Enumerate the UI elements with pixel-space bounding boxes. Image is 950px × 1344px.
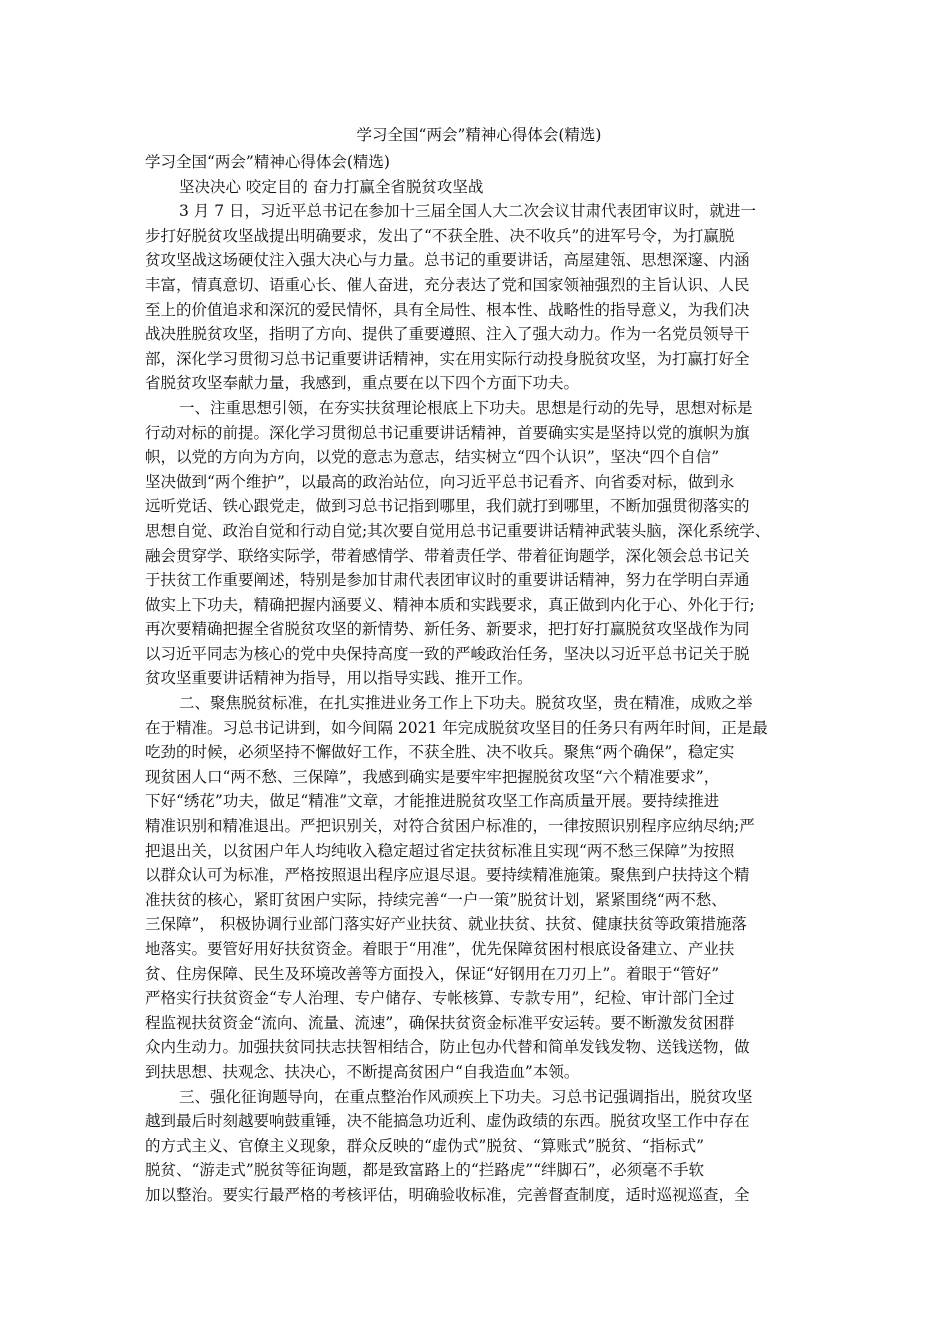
text-line: 远听党话、铁心跟党走，做到习总书记指到哪里，我们就打到哪里，不断加强贯彻落实的 xyxy=(145,497,750,516)
text-line: 三保障”， 积极协调行业部门落实好产业扶贫、就业扶贫、扶贫、健康扶贫等政策措施落 xyxy=(145,915,747,934)
text-line: 地落实。要管好用好扶贫资金。着眼于“用准”，优先保障贫困村根底设备建立、产业扶 xyxy=(145,940,735,958)
document-title: 学习全国“两会”精神心得体会(精选) xyxy=(356,126,602,144)
text-line: 步打好脱贫攻坚战提出明确要求，发出了“不获全胜、决不收兵”的进军号令，为打赢脱 xyxy=(145,226,735,245)
text-line: 战决胜脱贫攻坚，指明了方向、提供了重要遵照、注入了强大动力。作为一名党员领导干 xyxy=(145,325,750,344)
text-line: 做实上下功夫，精确把握内涵要义、精神本质和实践要求，真正做到内化于心、外化于行; xyxy=(145,595,755,614)
text-line: 现贫困人口“两不愁、三保障”，我感到确实是要牢牢把握脱贫攻坚“六个精准要求”， xyxy=(145,767,720,786)
text-line: 贫攻坚重要讲话精神为指导，用以指导实践、推开工作。 xyxy=(145,669,533,688)
text-line: 加以整治。要实行最严格的考核评估，明确验收标准，完善督查制度，适时巡视巡查，全 xyxy=(145,1185,750,1204)
text-line: 众内生动力。加强扶贫同扶志扶智相结合，防止包办代替和简单发钱发物、送钱送物，做 xyxy=(145,1038,750,1057)
text-line: 以习近平同志为核心的党中央保持高度一致的严峻政治任务，坚决以习近平总书记关于脱 xyxy=(145,644,750,663)
document-subtitle: 学习全国“两会”精神心得体会(精选) xyxy=(145,153,390,171)
text-line: 吃劲的时候，必须坚持不懈做好工作，不获全胜、决不收兵。聚焦“两个确保”，稳定实 xyxy=(145,743,735,762)
document-page xyxy=(145,124,813,1208)
text-line: 准扶贫的核心，紧盯贫困户实际，持续完善“一户一策”脱贫计划，紧紧围绕“两不愁、 xyxy=(145,890,727,909)
text-line: 严格实行扶贫资金“专人治理、专户储存、专帐核算、专款专用”，纪检、审计部门全过 xyxy=(145,989,735,1008)
text-line: 3 月 7 日，习近平总书记在参加十三届全国人大二次会议甘肃代表团审议时，就进一 xyxy=(179,202,757,221)
text-line: 再次要精确把握全省脱贫攻坚的新情势、新任务、新要求，把打好打赢脱贫攻坚战作为同 xyxy=(145,620,750,639)
text-line: 至上的价值追求和深沉的爱民情怀，具有全局性、根本性、战略性的指导意义，为我们决 xyxy=(145,300,750,319)
text-line: 越到最后时刻越要响鼓重锤，决不能搞急功近利、虚伪政绩的东西。脱贫攻坚工作中存在 xyxy=(145,1112,750,1131)
text-line: 程监视扶贫资金“流向、流量、流速”，确保扶贫资金标准平安运转。要不断激发贫困群 xyxy=(145,1013,735,1032)
document-body xyxy=(145,199,813,1207)
text-line: 下好“绣花”功夫，做足“精准”文章，才能推进脱贫攻坚工作高质量开展。要持续推进 xyxy=(145,792,720,811)
text-line: 以群众认可为标准，严格按照退出程序应退尽退。要持续精准施策。聚焦到户扶持这个精 xyxy=(145,866,750,885)
text-line: 二、聚焦脱贫标准，在扎实推进业务工作上下功夫。脱贫攻坚，贵在精准，成败之举 xyxy=(179,694,753,713)
text-line: 行动对标的前提。深化学习贯彻总书记重要讲话精神，首要确实实是坚持以党的旗帜为旗 xyxy=(145,423,750,442)
text-line: 在于精准。习总书记讲到，如今间隔 2021 年完成脱贫攻坚目的任务只有两年时间，正是最 xyxy=(145,718,768,737)
text-line: 精准识别和精准退出。严把识别关，对符合贫困户标准的，一律按照识别程序应纳尽纳;严 xyxy=(145,817,755,836)
text-line: 思想自觉、政治自觉和行动自觉;其次要自觉用总书记重要讲话精神武装头脑，深化系统学、 xyxy=(145,521,771,540)
text-line: 丰富，情真意切、语重心长、催人奋进，充分表达了党和国家领袖强烈的主旨认识、人民 xyxy=(145,275,750,294)
section-heading: 坚决决心 咬定目的 奋力打赢全省脱贫攻坚战 xyxy=(179,177,484,196)
text-line: 三、强化征询题导向，在重点整治作风顽疾上下功夫。习总书记强调指出，脱贫攻坚 xyxy=(179,1087,753,1106)
text-line: 到扶思想、扶观念、扶决心，不断提高贫困户“自我造血”本领。 xyxy=(145,1062,580,1081)
text-line: 脱贫、“游走式”脱贫等征询题，都是致富路上的“拦路虎”“绊脚石”，必须毫不手软 xyxy=(145,1161,705,1180)
text-line: 省脱贫攻坚奉献力量，我感到，重点要在以下四个方面下功夫。 xyxy=(145,374,580,393)
text-line: 帜，以党的方向为方向，以党的意志为意志，结实树立“四个认识”，坚决“四个自信” xyxy=(145,448,720,467)
text-line: 于扶贫工作重要阐述，特别是参加甘肃代表团审议时的重要讲话精神，努力在学明白弄通 xyxy=(145,571,750,590)
text-line: 部，深化学习贯彻习总书记重要讲话精神，实在用实际行动投身脱贫攻坚，为打赢打好全 xyxy=(145,349,750,368)
text-line: 的方式主义、官僚主义现象，群众反映的“虚伪式”脱贫、“算账式”脱贫、“指标式” xyxy=(145,1136,705,1155)
text-line: 贫、住房保障、民生及环境改善等方面投入，保证“好钢用在刀刃上”。着眼于“管好” xyxy=(145,964,720,983)
text-line: 贫攻坚战这场硬仗注入强大决心与力量。总书记的重要讲话，高屋建瓴、思想深邃、内涵 xyxy=(145,251,750,270)
text-line: 坚决做到“两个维护”，以最高的政治站位，向习近平总书记看齐、向省委对标，做到永 xyxy=(145,472,735,491)
text-line: 把退出关，以贫困户年人均纯收入稳定超过省定扶贫标准且实现“两不愁三保障”为按照 xyxy=(145,841,735,860)
text-line: 融会贯穿学、联络实际学，带着感情学、带着责任学、带着征询题学，深化领会总书记关 xyxy=(145,546,750,565)
text-line: 一、注重思想引领，在夯实扶贫理论根底上下功夫。思想是行动的先导，思想对标是 xyxy=(179,398,753,417)
